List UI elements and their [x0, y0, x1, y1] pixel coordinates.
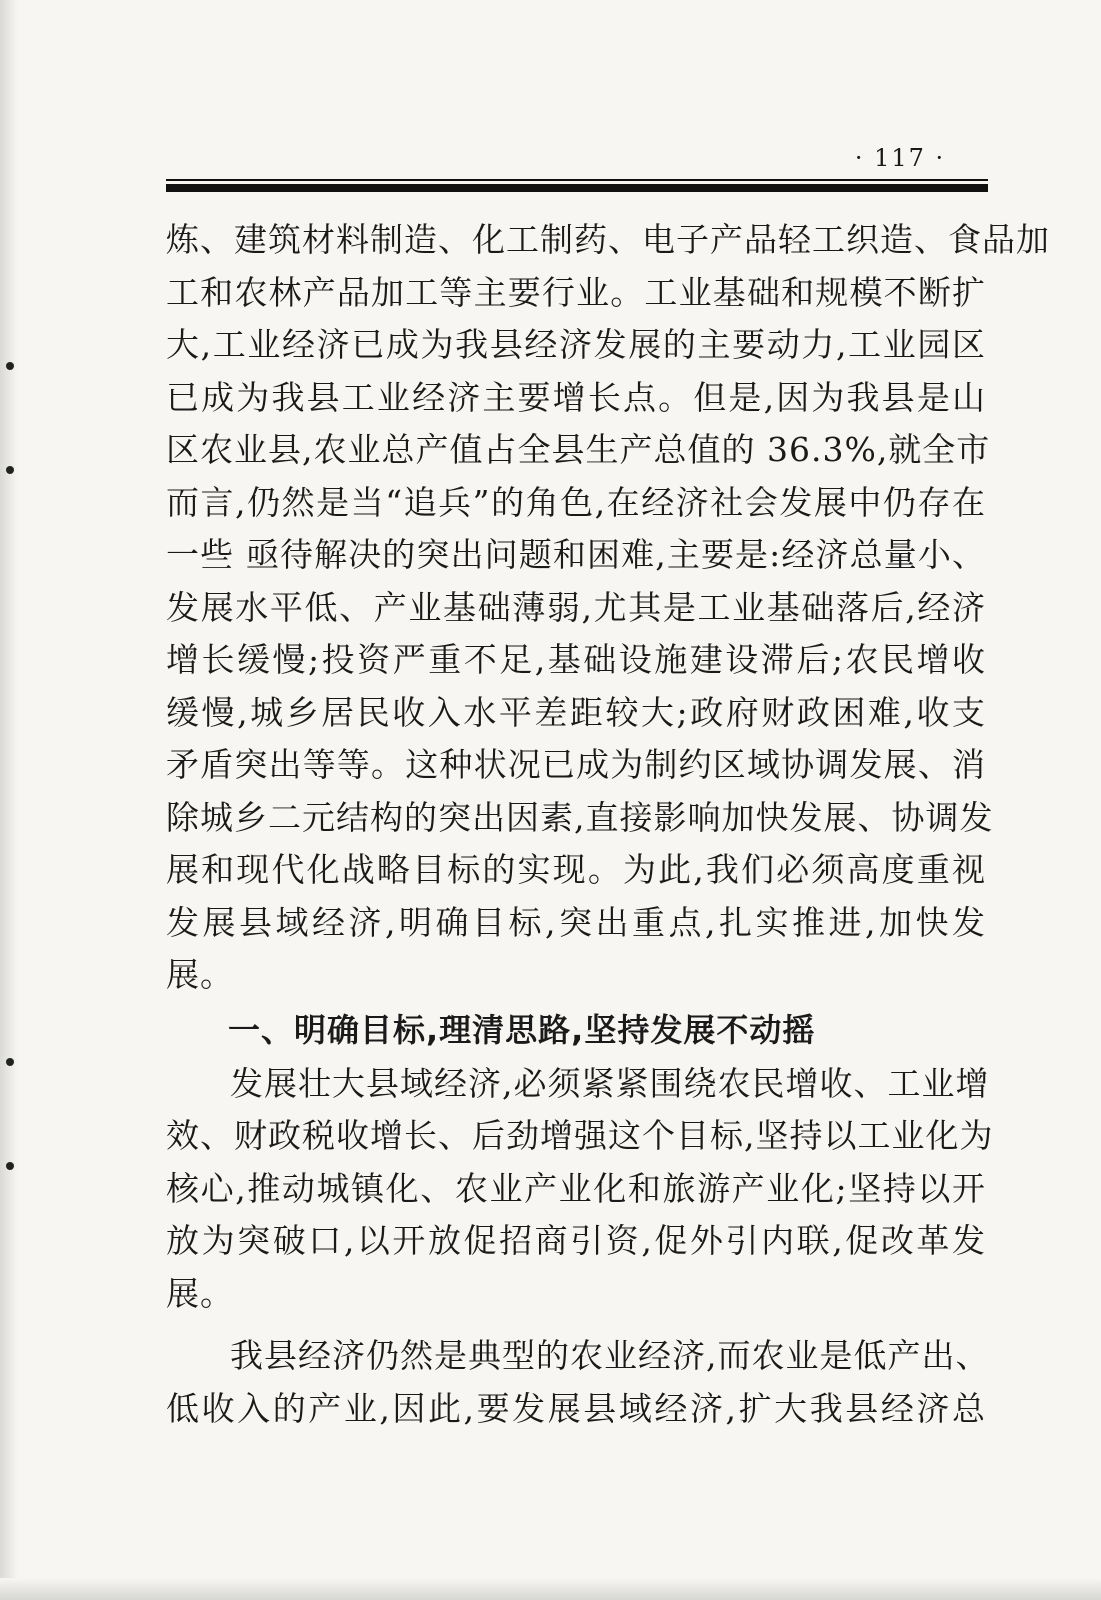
binding-hole-mark — [6, 1162, 14, 1170]
text-line: 效、财政税收增长、后劲增强这个目标,坚持以工业化为 — [166, 1116, 994, 1155]
text-line: 我县经济仍然是典型的农业经济,而农业是低产出、 — [230, 1336, 990, 1375]
body-text — [166, 214, 1050, 1435]
text-line: 发展水平低、产业基础薄弱,尤其是工业基础落后,经济 — [166, 587, 986, 627]
header-rule-thick — [166, 184, 988, 192]
text-line: 展。 — [166, 955, 234, 994]
header-rule-thin — [166, 179, 988, 181]
text-line: 核心,推动城镇化、农业产业化和旅游产业化;坚持以开 — [166, 1168, 986, 1208]
paragraph-spacer — [166, 1320, 986, 1330]
text-line: 大,工业经济已成为我县经济发展的主要动力,工业园区 — [166, 325, 986, 364]
text-line: 低收入的产业,因此,要发展县域经济,扩大我县经济总 — [166, 1388, 986, 1428]
text-line: 放为突破口,以开放促招商引资,促外引内联,促改革发 — [166, 1221, 986, 1260]
text-line: 工和农林产品加工等主要行业。工业基础和规模不断扩 — [166, 272, 986, 312]
binding-hole-mark — [6, 1058, 14, 1066]
text-line: 一些 亟待解决的突出问题和困难,主要是:经济总量小、 — [166, 535, 986, 574]
binding-hole-mark — [6, 466, 14, 474]
text-line: 炼、建筑材料制造、化工制药、电子产品轻工织造、食品加 — [166, 220, 1050, 259]
text-line: 除城乡二元结构的突出因素,直接影响加快发展、协调发 — [166, 797, 994, 837]
text-line: 展和现代化战略目标的实现。为此,我们必须高度重视 — [166, 850, 986, 889]
binding-hole-mark — [6, 362, 14, 370]
text-line: 展。 — [166, 1273, 234, 1313]
page-number: · 117 · — [854, 144, 946, 172]
text-line: 缓慢,城乡居民收入水平差距较大;政府财政困难,收支 — [166, 692, 986, 732]
page-bottom-shadow — [0, 1578, 1101, 1600]
text-line: 矛盾突出等等。这种状况已成为制约区域协调发展、消 — [166, 745, 986, 784]
page-edge-shadow — [0, 0, 18, 1600]
text-line: 发展壮大县域经济,必须紧紧围绕农民增收、工业增 — [230, 1063, 990, 1103]
text-line: 区农业县,农业总产值占全县生产总值的 36.3%,就全市 — [166, 430, 991, 469]
text-line: 已成为我县工业经济主要增长点。但是,因为我县是山 — [166, 377, 986, 417]
section-heading: 一、明确目标,理清思路,坚持发展不动摇 — [228, 1010, 816, 1049]
text-line: 发展县域经济,明确目标,突出重点,扎实推进,加快发 — [166, 902, 986, 942]
text-line: 增长缓慢;投资严重不足,基础设施建设滞后;农民增收 — [166, 640, 986, 679]
text-line: 而言,仍然是当“追兵”的角色,在经济社会发展中仍存在 — [166, 482, 986, 522]
